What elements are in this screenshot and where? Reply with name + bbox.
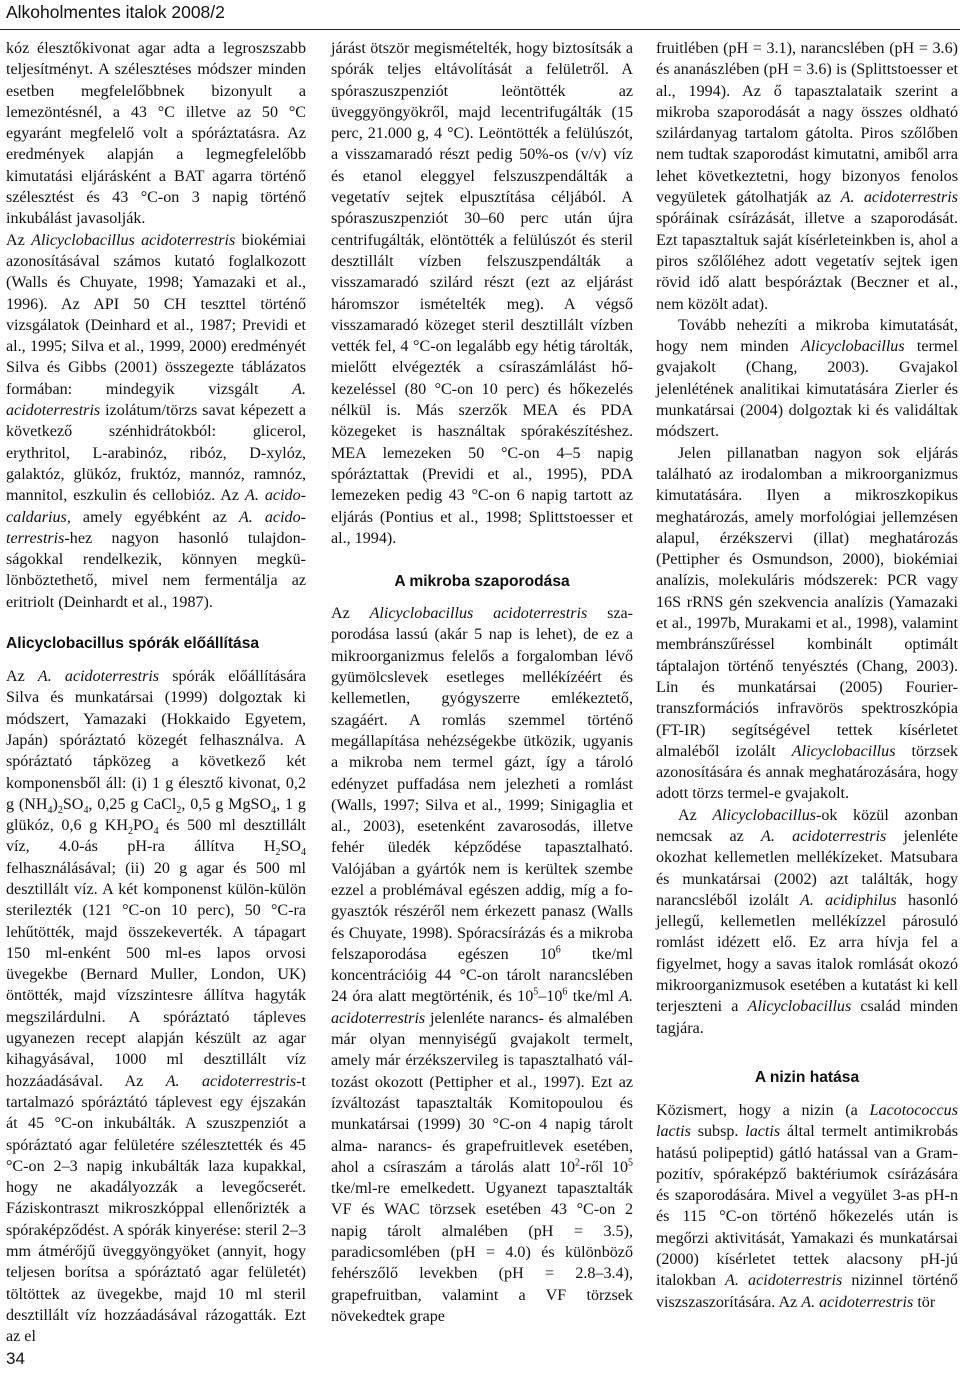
text-column-3 [656, 38, 958, 1313]
header-rule [0, 29, 960, 30]
paragraph [656, 443, 958, 805]
text-run: , 0,5 g MgSO [181, 795, 272, 813]
text-run: hasonló jellegű, kellemetlen mellékízzel párosuló romlást idézett elő. Ez arra hívja fel a figyelmet, hogy a savas italok romlását okozó mikroorganizmusok esetében a kutatást ki kell terjeszteni a [656, 891, 959, 1016]
text-run: -t tartalmazó spóráztátó táplevest egy éjszakán át 45 °C-on inkubálták. A szuszpenziót a spóráztató agar felületére szélesztették és 45 °C-on 2–3 napig inkubálták laza kupakkal, hogy ne akadályozzák a levegőcserét. Fáziskontraszt mikroszkóppal ellenőrizték a spóraképződést. A spórák kinyerése: steril 2–3 mm átmérőjű üveggyöngyöket (annyit, hogy teljesen borítsa a spóráztató agar felületét) töltöttek az üvegekbe, majd 10 ml steril desztillált víz hozzáadásával rázogatták. Ezt az el [6, 1072, 306, 1346]
text-run: tke/ml koncentrációig 44 °C-on tárolt narancslében 24 óra alatt megtörténik, és 10 [331, 945, 633, 1006]
text-run: –10 [538, 988, 563, 1006]
subscript: 4 [301, 847, 306, 859]
italic-run: A. acidoterrestris [725, 1272, 843, 1290]
superscript: 5 [628, 1157, 633, 1169]
running-title: Alkoholmentes italok 2008/2 [6, 2, 225, 22]
page-number: 34 [6, 1349, 25, 1368]
text-run: jelenléte narancs- és almalében már olyan mennyiségű gvajakolt termelt, amely már érzékszervileg is tapasztalható változást okozott (Pettipher et al., 1997). Ezt az ízváltozást tapasztalták Komitopoulou és munkatársai (1999) 30 °C-on 4 napig tárolt alma- narancs- és grapefruitlevek esetében, ahol a csíraszám a tárolás alatt 10 [331, 1009, 633, 1176]
text-run: jelenléte okozhat kellemetlen mellékízeket. Matsubara és munkatársai (2002) azt találták, hogy narancsléből izolált [656, 827, 959, 909]
text-run: törzsek azonosítására és annak meghatározására, hogy adott törzs termel-e gvajakolt. [656, 742, 958, 803]
italic-run: Alicyclobacillus [712, 806, 817, 824]
paragraph [656, 1100, 958, 1313]
italic-run: Alicyclobacillus acidoterrestris [31, 231, 236, 249]
section-heading: A nizin hatása [754, 1068, 860, 1086]
text-run: és 500 ml desztillált víz, 4.0-ás pH-ra állítva H [6, 817, 306, 856]
paragraph [331, 603, 633, 1327]
text-run: , 1 g glükóz, 0,6 g KH [6, 795, 306, 835]
subscript: 2 [275, 847, 281, 859]
italic-run: lactis [745, 1123, 781, 1141]
text-run: tör [913, 1293, 936, 1311]
italic-run: A. acidoterrestris [801, 1293, 914, 1311]
text-run: izolátum/törzs savat képezett a következő szénhidrátokból: glicerol, erythritol, L-arabinóz, ribóz, D-xylóz, galaktóz, glükóz, fruktóz, mannóz, ramnóz, mannitol, eszkulin és cellobióz. Az [6, 402, 306, 505]
text-run: által termelt antimikrobás hatású polipeptid) gátló hatással van a Gram-pozitív, spóraképző baktériumok csírázására és szaporodására. Mivel a vegyület 3-as pH-n és 115 °C-on történő hőkezelés után is megőrzi aktivitását, Yamakazi és munkatársai (2000) kísérletet tettek alacsony pH-jú italokban [656, 1123, 958, 1290]
superscript: 6 [555, 944, 561, 956]
italic-run: A. acidoterrestris [6, 508, 306, 547]
text-run: Az [6, 231, 32, 249]
text-run: PO [132, 817, 154, 835]
italic-run: Alicyclobacillus [800, 338, 905, 356]
text-run: , 0,25 g CaCl [88, 795, 177, 813]
text-run: , amely egyébként az [66, 508, 239, 526]
paragraph [656, 805, 958, 1039]
text-run: fruitlében (pH = 3.1), narancslében (pH = 3.6) és ananászlében (pH = 3.6) is (Splittstoesser et al., 1994). Az ő tapasztalataik szerint a mikroba szaporodását a nagy összes oldható szilárdanyag tartalom gátolta. Piros szőlőben nem tudtak szaporodást kimutatni, amiből arra lehet következtetni, hogy bizonyos fenolos vegyületek gátolhatják az [656, 40, 958, 207]
text-run: ) [52, 795, 58, 813]
subscript: 4 [271, 805, 277, 817]
text-run: nizinnel történő viszszaszorítására. Az [656, 1272, 958, 1311]
superscript: 2 [575, 1157, 581, 1169]
italic-run: A. acidocaldarius [6, 487, 306, 526]
text-run: Közismert, hogy a nizin (a [656, 1101, 870, 1119]
italic-run: Lacotococcus lactis [656, 1101, 958, 1141]
paragraph [6, 230, 306, 613]
italic-run: Alicyclobacillus acidoterrestris [369, 605, 588, 623]
text-run: kóz élesztőkivonat agar adta a legroszszabb teljesítményt. A szélesztéses módszer minden esetben megfelelőbbnek bizonyult a lemezöntésnél, a 43 °C illetve az 50 °C egyaránt megfelelő volt a spóráztatásra. Az eredmények alapján a legmegfelelőbb kimutatási eljárásként a BAT agarra történő szélesztést és 43 °C-on 3 napig történő inkubálást javasolják. [6, 40, 306, 228]
italic-run: A. acidoterrestris [165, 1072, 297, 1090]
text-run: tke/ml [567, 988, 620, 1006]
text-run: Az [331, 605, 370, 623]
subscript: 2 [57, 805, 63, 817]
text-run: Az [6, 668, 38, 686]
text-run: SO [280, 838, 302, 856]
text-run: járást ötször megismételték, hogy biztosítsák a spórák teljes eltávolítását a felületről. A spóraszuszpenziót leöntötték az üveggyöngyökről, majd lecentrifugálták (15 perc, 21.000 g, 4 °C). Leöntötték a felülúszót, a visszamaradó részt pedig 50%-os (v/v) víz és etanol eleggyel felszuszpendálták a vegetatív sejtek elpusztítása céljából. A spóraszuszpenziót 30–60 perc után újra centrifugálták, elöntötték a felülúszót és steril desztillált vízben felszuszpendálták a visszamaradó szilárd részt (ezt az eljárást háromszor ismételték meg). A végső visszamaradó közeget steril desztillált vízben vették fel, 4 °C-on legalább egy hétig tárolták, mielőtt elvégezték a csíraszámlálást hőkezeléssel (80 °C-on 10 perc) és hőkezelés nélkül is. Más szerzők MEA és PDA közegeket is használtak spórakészítéshez. MEA lemezeken 50 °C-on 4–5 napig spóráztattak (Previdi et al., 1995), PDA lemezeken pedig 43 °C-on 6 napig tartott az eljárás (Pontius et al., 1998; Splittstoesser et al., 1994). [331, 40, 633, 547]
section-heading: A mikroba szaporodása [394, 573, 570, 591]
text-column-2 [331, 38, 633, 1327]
text-run: -ről 10 [580, 1158, 629, 1176]
paragraph [656, 38, 958, 315]
paragraph [6, 666, 306, 1348]
italic-run: A. acidiphilus [800, 891, 897, 909]
italic-run: Alicyclobacillus [791, 742, 896, 760]
italic-run: A. acidoterrestris [6, 380, 306, 420]
text-run: spórák előállítására Silva és munkatársai (1999) dolgoztak ki módszert, Yamazaki (Hokkaido Egyetem, Japán) spóráztató közegét felhasználva. A spóráztató tápközeg a következő két komponensből áll: (i) 1 g élesztő kivonat, 0,2 g (NH [6, 668, 306, 813]
text-run: -ok közül azonban nemcsak az [656, 806, 958, 845]
subscript: 4 [83, 805, 89, 817]
text-column-1 [6, 38, 306, 1348]
subscript: 4 [47, 805, 53, 817]
superscript: 6 [562, 987, 568, 999]
text-run: Az [678, 806, 713, 824]
italic-run: A. acidoterrestris [761, 827, 887, 845]
text-run: subsp. [690, 1123, 746, 1141]
paragraph [656, 315, 958, 443]
italic-run: A. acidoterrestris [37, 668, 160, 686]
text-run: tke/ml-re emelkedett. Ugyanezt tapasztalták VF és WAC törzsek esetében 43 °C-on 2 napig tárolt almalében (pH = 3.5), paradicsomlében (pH = 4.0) és különböző fehérszőlő levekben (pH = 2.8–3.4), grapefruitban, valamint a VF törzsek növekedtek grape [331, 1180, 633, 1325]
text-run: Jelen pillanatban nagyon sok eljárás található az irodalomban a mikroorganizmus kimutatására. Ilyen a mikroszkopikus meghatározás, amely morfológiai jellemzésen alapul, érzékszervi (illat) meghatározás (Pettipher és Osmundson, 2000), biokémiai analízis, molekuláris módszerek: PCR vagy 16S rRNS gén szekvencia analízis (Yamazaki et al., 1997b, Murakami et al., 1998), valamint membránszűréssel kombinált optimált táptalajon történő tenyésztés (Chang, 2003). Lin és munkatársai (2005) Fourier-transzformációs infravörös spektroszkópia (FT-IR) segítségével tettek kísérletet almaléből izolált [656, 444, 958, 760]
text-run: SO [62, 795, 84, 813]
italic-run: A. acidoterrestris [840, 189, 958, 207]
paragraph [331, 38, 633, 549]
italic-run: Alicyclobacillus [747, 998, 852, 1016]
text-run: család minden tagjára. [656, 998, 958, 1037]
text-run: -hez nagyon hasonló tulajdonságokkal rendelkezik, könnyen megkülönböztethető, mivel nem fermentálja az eritriolt (Deinhardt et al., 1987). [6, 529, 306, 611]
subscript: 2 [176, 805, 182, 817]
section-heading: Alicyclobacillus spórák előállítása [6, 635, 260, 653]
text-run: szaporodása lassú (akár 5 nap is lehet), de ez a mikroorganizmus felelős a forgalomban lévő gyümölcslevek esetleges mellékízéért és kellemetlen, gyógyszerre emlékeztető, szagáért. A romlás szemmel történő megállapítása nehézségekbe ütközik, ugyanis a mikroba nem termel gázt, így a tároló edényzet puffadása nem jelezheti a romlást (Walls, 1997; Silva et al., 1999; Sinigaglia et al., 2003), esetenként zavarosodás, illetve fehér üledék képződése tapasztalható. Valójában a gyártók nem is kerültek szembe ezzel a problémával egészen addig, míg a fogyasztók részéről nem érkezett panasz (Walls és Chuyate, 1998). Spóracsírázás és a mikroba felszaporodása egészen 10 [331, 605, 633, 963]
subscript: 2 [128, 826, 133, 838]
subscript: 4 [153, 826, 159, 838]
text-run: termel gvajakolt (Chang, 2003). Gvajakol jelenlétének analitikai kimutatására Zierler és munkatársai (2004) dolgoztak ki és validáltak módszert. [656, 338, 958, 441]
paragraph [6, 38, 306, 230]
text-run: biokémiai azonosításával számos kutató foglalkozott (Walls és Chuyate, 1998; Yamazaki et al., 1996). Az API 50 CH teszttel történő vizsgálatok (Deinhard et al., 1987; Previdi et al., 1995; Silva et al., 1999, 2000) eredményét Silva és Gibbs (2001) összegezte táblázatos formában: mindegyik vizsgált [6, 231, 306, 398]
italic-run: A. acidoterrestris [331, 988, 634, 1027]
text-run: spóráinak csírázását, illetve a szaporodását. Ezt tapasztaltuk saját kísérleteinkben is, ahol a piros szőlőléhez adott vegetatív sejtek igen rövid idő alatt bespóráztak (Beczner et al., nem közölt adat). [656, 210, 958, 313]
text-run: felhasználásával; (ii) 20 g agar és 500 ml desztillált víz. A két komponenst külön-külön sterilezték (121 °C-on 10 perc), 50 °C-ra lehűtötték, majd összekeverték. A tápagart 150 ml-enként 500 ml-es lapos orvosi üvegekbe (Bernard Muller, London, UK) öntötték, majd vízszintesre állítva hagyták megszilárdulni. A spóráztató tápleves ugyanezen recept alapján készült az agar kihagyásával, 1000 ml desztillált víz hozzáadásával. Az [6, 859, 306, 1090]
superscript: 5 [533, 987, 539, 999]
text-run: Tovább nehezíti a mikroba kimutatását, hogy nem minden [656, 316, 958, 356]
